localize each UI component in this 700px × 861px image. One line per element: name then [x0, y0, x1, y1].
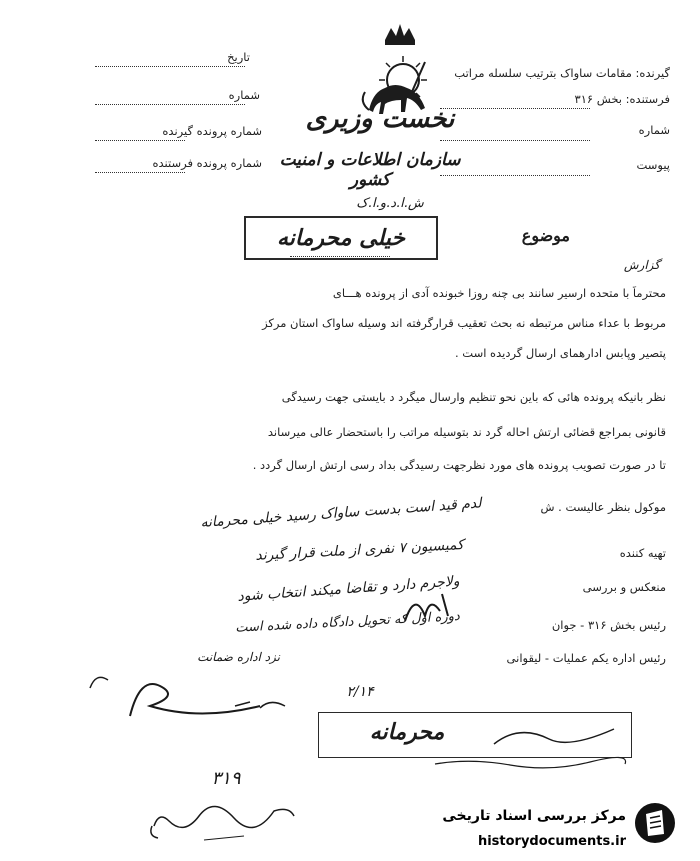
recipient-file-label: شماره پرونده گیرنده	[162, 124, 262, 138]
body-line: مربوط با عداء مناس مرتبطه نه بحث تعقیب قرارگرفته اند وسیله ساواک استان مرکز	[262, 316, 666, 330]
classification-stamp	[244, 216, 438, 260]
reviewer-label: منعکس و بررسی	[582, 580, 666, 594]
sender-file-label: شماره پرونده فرستنده	[152, 156, 262, 170]
bottom-signature-scribble	[144, 796, 304, 846]
body-line: پتصیر وپابس ادارهمای ارسال گردیده است .	[454, 346, 666, 360]
bottom-classification-stamp	[318, 712, 632, 758]
margin-note: گزارش	[623, 258, 660, 272]
date-underline	[95, 66, 245, 67]
classification-underline	[290, 256, 390, 257]
handwritten-note: نزد اداره ضمانت	[197, 650, 280, 664]
attachment-underline	[440, 175, 590, 176]
recipient-file-underline	[95, 140, 185, 141]
number-underline	[95, 104, 245, 105]
body-line: محترماً با متحده ارسیر سانند بی چنه روزا خبونده آدی از پرونده هـــای	[332, 286, 666, 300]
stamp-signature-scribble	[489, 719, 619, 751]
chief-directorate: رئیس اداره یکم عملیات - لیقوانی	[506, 651, 666, 665]
watermark-en: historydocuments.ir	[477, 834, 626, 849]
bottom-number: ۳۱۹	[211, 768, 241, 789]
stamp-footnote-scribble	[430, 756, 630, 770]
body-line: قانونی بمراجع قضائی ارتش احاله گرد ند بتوسیله مراتب را باستحضار عالی میرساند	[267, 425, 666, 439]
handwritten-note: لدم قید است بدست ساواک رسید خیلی محرمانه	[199, 495, 483, 531]
signature-scribble	[400, 586, 460, 626]
subject-code: ش.ا.د.و.ا.ک	[356, 196, 424, 211]
classification-stamp-text: خیلی محرمانه	[276, 225, 406, 251]
sender-file-field	[90, 156, 262, 170]
number-field	[90, 88, 260, 102]
sender-file-underline	[95, 172, 185, 173]
signature-scribble	[86, 668, 112, 694]
signature-scribble	[230, 694, 300, 714]
handwritten-note: ولاجرم دارد و تقاضا میکند انتخاب شود	[236, 573, 461, 605]
recipient-file-field	[90, 124, 262, 138]
chief-section: رئیس بخش ۳۱۶ - جوان	[551, 618, 666, 632]
number-label: شماره	[228, 88, 260, 102]
handwritten-note: دوره اول که تحویل دادگاه داده شده است	[234, 609, 461, 636]
recipient-line: گیرنده: مقامات ساواک بترتیب سلسله مراتب	[454, 66, 670, 80]
sender-underline	[440, 108, 590, 109]
date-label: تاریخ	[227, 50, 250, 64]
watermark-fa: مرکز بررسی اسناد تاریخی	[442, 808, 626, 824]
attachment-label: پیوست	[636, 158, 670, 172]
org-title: سازمان اطلاعات و امنیت کشور	[279, 150, 461, 190]
body-line: موکول بنظر عالیست . ش	[540, 500, 666, 514]
bottom-stamp-text: محرمانه	[369, 719, 445, 745]
body-line: تا در صورت تصویب پرونده های مورد نظرجهت رسیدگی بداد رسی ارتش ارسال گردد .	[252, 458, 666, 472]
approvers-label: تهیه کننده	[619, 546, 666, 560]
archive-logo-icon	[632, 800, 678, 846]
ministry-title: نخست وزیری	[305, 104, 455, 134]
date-note: ۲/۱۴	[346, 684, 374, 700]
right-number-underline	[440, 140, 590, 141]
body-line: نظر بانیکه پرونده هائی که باین نحو تنظیم وارسال میگرد د بایستی جهت رسیدگی	[281, 390, 666, 404]
handwritten-note: کمیسیون ۷ نفری از ملت قرار گیرند	[255, 537, 465, 564]
sender-line: فرستنده: بخش ۳۱۶	[574, 92, 670, 106]
subject-label: موضوع	[521, 226, 570, 245]
right-number-label: شماره	[638, 123, 670, 137]
date-field	[90, 50, 250, 64]
